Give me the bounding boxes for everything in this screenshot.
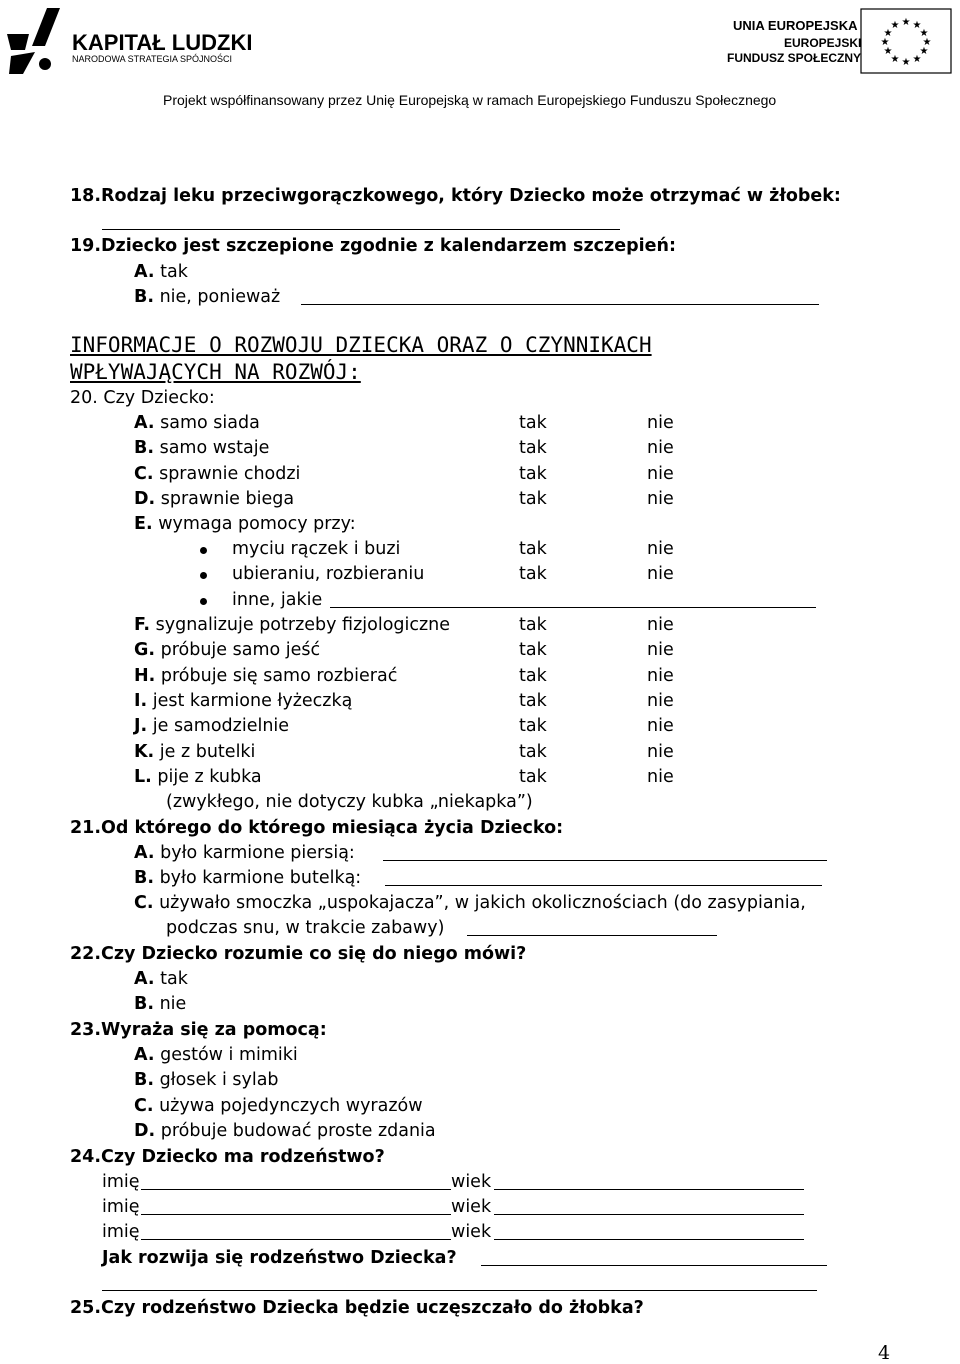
q20-item: B. samo wstaje [134,438,270,459]
q20-e-subitem: inne, jakie [232,590,323,610]
q22-option-b[interactable]: B. nie [134,994,187,1014]
eu-line-1: UNIA EUROPEJSKA [733,18,858,33]
q20-item: L. pije z kubka [134,766,262,787]
sibling-age-label: wiek [451,1197,492,1217]
sibling-name-line[interactable] [141,1200,451,1215]
q20-item: H. próbuje się samo rozbierać [134,665,398,686]
q20-nie-option[interactable]: nie [647,564,674,584]
q21-option-a: A. było karmione piersią: [134,843,355,863]
q24-follow-up: Jak rozwija się rodzeństwo Dziecka? [102,1248,457,1268]
svg-text:★: ★ [880,37,890,48]
q24-follow-line-1[interactable] [481,1251,827,1266]
q20-tak-option[interactable]: tak [519,463,547,484]
q20-tak-option[interactable]: tak [519,539,547,559]
q20-nie-option[interactable]: nie [647,615,674,635]
sibling-name-label: imię [102,1172,140,1192]
kl-logo-subtitle: NARODOWA STRATEGIA SPÓJNOŚCI [72,54,233,64]
q24-follow-line-2[interactable] [102,1276,817,1291]
question-21: 21.Od którego do którego miesiąca życia Dziecko: [70,818,564,838]
q19-option-a[interactable]: A. tak [134,262,188,282]
q20-nie-option[interactable]: nie [647,488,674,509]
sibling-name-line[interactable] [141,1175,451,1190]
svg-text:★: ★ [912,54,922,65]
q20-e-subitem: ubieraniu, rozbieraniu [232,564,425,584]
q20-l-note: (zwykłego, nie dotyczy kubka „niekapka”) [166,792,533,812]
q20-e-other-line[interactable] [330,593,816,608]
q21-option-b: B. było karmione butelką: [134,868,362,888]
q20-tak-option[interactable]: tak [519,488,547,509]
q20-nie-option[interactable]: nie [647,690,674,711]
q20-item: C. sprawnie chodzi [134,463,301,484]
sibling-name-label: imię [102,1222,140,1242]
q20-item: D. sprawnie biega [134,488,295,509]
q21-option-c-cont: podczas snu, w trakcie zabawy) [166,918,445,938]
q20-nie-option[interactable]: nie [647,463,674,484]
eu-line-2: EUROPEJSKI [784,36,862,50]
q20-tak-option[interactable]: tak [519,741,547,762]
q20-tak-option[interactable]: tak [519,640,547,661]
q20-tak-option[interactable]: tak [519,766,547,787]
question-25: 25.Czy rodzeństwo Dziecka będzie uczęszczało do żłobka? [70,1298,644,1318]
q20-nie-option[interactable]: nie [647,665,674,686]
svg-text:★: ★ [919,46,929,57]
q23-option-c[interactable]: C. używa pojedynczych wyrazów [134,1096,423,1116]
eu-flag-icon [860,8,952,74]
q19-option-b[interactable]: B. nie, ponieważ [134,287,281,307]
q20-e-subitem: myciu rączek i buzi [232,539,401,559]
question-22: 22.Czy Dziecko rozumie co się do niego mówi? [70,944,527,964]
q20-item: F. sygnalizuje potrzeby fizjologiczne [134,615,451,635]
q20-nie-option[interactable]: nie [647,413,674,433]
q20-item: K. je z butelki [134,741,256,762]
question-18: 18.Rodzaj leku przeciwgorączkowego, który Dziecko może otrzymać w żłobek: [70,186,841,206]
q20-tak-option[interactable]: tak [519,438,547,459]
sibling-name-label: imię [102,1197,140,1217]
sibling-age-label: wiek [451,1222,492,1242]
q20-nie-option[interactable]: nie [647,766,674,787]
sibling-age-line[interactable] [494,1200,804,1215]
page-number: 4 [878,1342,891,1364]
q20-nie-option[interactable]: nie [647,438,674,459]
q20-item: I. jest karmione łyżeczką [134,690,353,711]
q20-tak-option[interactable]: tak [519,690,547,711]
svg-text:★: ★ [912,20,922,31]
q23-option-d[interactable]: D. próbuje budować proste zdania [134,1121,436,1141]
bullet-icon [200,572,207,579]
project-note: Projekt współfinansowany przez Unię Europejską w ramach Europejskiego Funduszu Społecznego [163,92,777,108]
q21-option-c: C. używało smoczka „uspokajacza”, w jakich okolicznościach (do zasypiania, [134,893,806,913]
q20-tak-option[interactable]: tak [519,615,547,635]
q20-tak-option[interactable]: tak [519,564,547,584]
q20-item: A. samo siada [134,413,260,433]
q18-answer-line[interactable] [102,215,620,230]
sibling-age-label: wiek [451,1172,492,1192]
q19-reason-line[interactable] [301,290,819,305]
q20-nie-option[interactable]: nie [647,716,674,737]
section-title-line-2: WPŁYWAJĄCYCH NA ROZWÓJ: [70,360,361,384]
question-19: 19.Dziecko jest szczepione zgodnie z kalendarzem szczepień: [70,236,676,256]
q20-nie-option[interactable]: nie [647,741,674,762]
question-20: 20. Czy Dziecko: [70,388,215,408]
q20-item: G. próbuje samo jeść [134,640,321,661]
q20-item: J. je samodzielnie [134,716,290,737]
question-23: 23.Wyraża się za pomocą: [70,1020,327,1040]
svg-text:★: ★ [883,28,893,39]
q20-tak-option[interactable]: tak [519,665,547,686]
svg-text:★: ★ [883,46,893,57]
sibling-age-line[interactable] [494,1225,804,1240]
q21-c-line[interactable] [467,921,717,936]
q23-option-a[interactable]: A. gestów i mimiki [134,1045,298,1065]
section-title-line-1: INFORMACJE O ROZWOJU DZIECKA ORAZ O CZYNNIKACH [70,333,652,357]
bullet-icon [200,598,207,605]
svg-text:★: ★ [922,37,932,48]
q22-option-a[interactable]: A. tak [134,969,188,989]
svg-text:★: ★ [901,17,911,28]
q20-nie-option[interactable]: nie [647,539,674,559]
svg-text:★: ★ [890,20,900,31]
kapital-ludzki-logo-icon [5,6,67,78]
svg-text:★: ★ [919,28,929,39]
svg-text:★: ★ [901,57,911,68]
eu-line-3: FUNDUSZ SPOŁECZNY [727,51,862,65]
kl-logo-title: KAPITAŁ LUDZKI [72,30,253,55]
svg-text:★: ★ [890,54,900,65]
q20-tak-option[interactable]: tak [519,716,547,737]
q20-item-e: E. wymaga pomocy przy: [134,514,356,534]
q23-option-b[interactable]: B. głosek i sylab [134,1070,279,1090]
q21-b-line[interactable] [385,871,822,886]
sibling-name-line[interactable] [141,1225,451,1240]
question-24: 24.Czy Dziecko ma rodzeństwo? [70,1147,385,1167]
bullet-icon [200,547,207,554]
q20-nie-option[interactable]: nie [647,640,674,661]
q20-tak-option[interactable]: tak [519,413,547,433]
q21-a-line[interactable] [383,846,827,861]
sibling-age-line[interactable] [494,1175,804,1190]
